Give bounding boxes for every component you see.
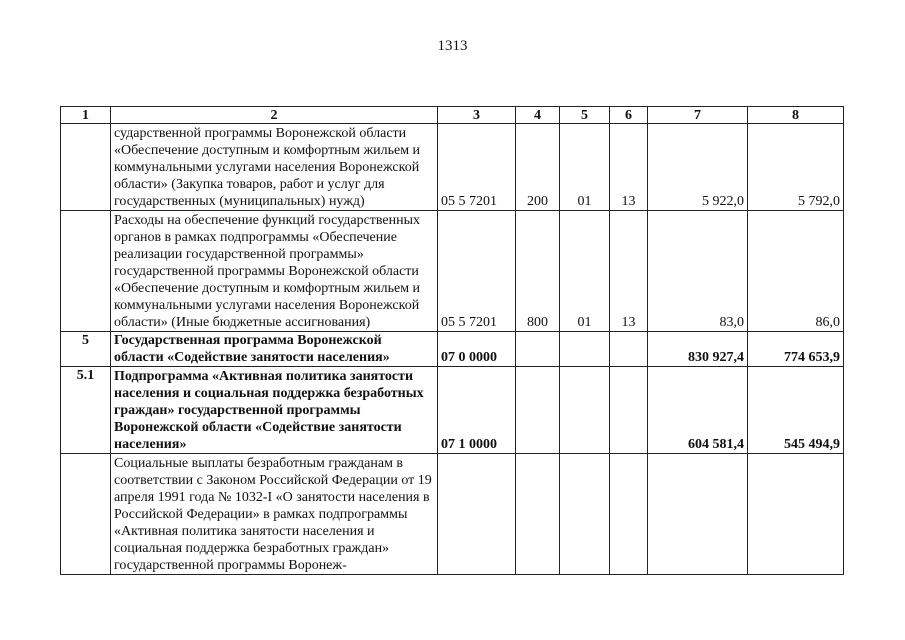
description-cell: сударственной программы Воронежской области «Обеспечение доступным и комфортным жильем и коммунальными услугами населения Воронежской области» (Закупка товаров, работ и услуг для государственных (муниципальных) нужд): [111, 124, 438, 211]
table-row: [61, 454, 844, 575]
amount-cell-8: 86,0: [748, 211, 844, 332]
amount-cell-7: 830 927,4: [648, 332, 748, 367]
subsection-cell: 13: [610, 124, 648, 211]
amount-cell-7: [648, 454, 748, 575]
description-cell: Расходы на обеспечение функций государственных органов в рамках подпрограммы «Обеспечение реализации государственной программы» государственной программы Воронежской области «Обеспечение доступным и комфортным жильем и коммунальными услугами населения Воронежской области» (Иные бюджетные ассигнования): [111, 211, 438, 332]
budget-table: [60, 106, 844, 575]
target-code-cell: [438, 454, 516, 575]
table-row: [61, 124, 844, 211]
section-cell: 01: [560, 211, 610, 332]
target-code-cell: 07 0 0000: [438, 332, 516, 367]
subsection-cell: [610, 332, 648, 367]
section-cell: [560, 332, 610, 367]
row-number-cell: [61, 211, 111, 332]
amount-cell-8: [748, 454, 844, 575]
header-cell: 4: [516, 107, 560, 124]
target-code-cell: 07 1 0000: [438, 367, 516, 454]
description-cell: Государственная программа Воронежской области «Содействие занятости населения»: [111, 332, 438, 367]
expense-type-cell: 800: [516, 211, 560, 332]
section-cell: [560, 367, 610, 454]
description-cell: Социальные выплаты безработным гражданам в соответствии с Законом Российской Федерации от 19 апреля 1991 года № 1032-I «О занятости населения в Российской Федерации» в рамках подпрограммы «Активная политика занятости населения и социальная поддержка безработных граждан» государственной программы Воронеж-: [111, 454, 438, 575]
subsection-cell: [610, 367, 648, 454]
row-number-cell: [61, 124, 111, 211]
expense-type-cell: [516, 454, 560, 575]
table-row: [61, 211, 844, 332]
row-number-cell: [61, 454, 111, 575]
expense-type-cell: 200: [516, 124, 560, 211]
table-header-row: [61, 107, 844, 124]
header-cell: 8: [748, 107, 844, 124]
amount-cell-7: 5 922,0: [648, 124, 748, 211]
header-cell: 2: [111, 107, 438, 124]
amount-cell-7: 83,0: [648, 211, 748, 332]
header-cell: 5: [560, 107, 610, 124]
page-number: 1313: [437, 38, 468, 54]
header-cell: 6: [610, 107, 648, 124]
target-code-cell: 05 5 7201: [438, 211, 516, 332]
table-row: [61, 332, 844, 367]
amount-cell-8: 5 792,0: [748, 124, 844, 211]
expense-type-cell: [516, 332, 560, 367]
section-cell: 01: [560, 124, 610, 211]
section-cell: [560, 454, 610, 575]
amount-cell-8: 545 494,9: [748, 367, 844, 454]
description-cell: Подпрограмма «Активная политика занятости населения и социальная поддержка безработных граждан» государственной программы Воронежской области «Содействие занятости населения»: [111, 367, 438, 454]
expense-type-cell: [516, 367, 560, 454]
amount-cell-8: 774 653,9: [748, 332, 844, 367]
header-cell: 7: [648, 107, 748, 124]
row-number-cell: 5.1: [61, 367, 111, 454]
subsection-cell: 13: [610, 211, 648, 332]
table-row: [61, 367, 844, 454]
header-cell: 3: [438, 107, 516, 124]
row-number-cell: 5: [61, 332, 111, 367]
subsection-cell: [610, 454, 648, 575]
header-cell: 1: [61, 107, 111, 124]
amount-cell-7: 604 581,4: [648, 367, 748, 454]
target-code-cell: 05 5 7201: [438, 124, 516, 211]
